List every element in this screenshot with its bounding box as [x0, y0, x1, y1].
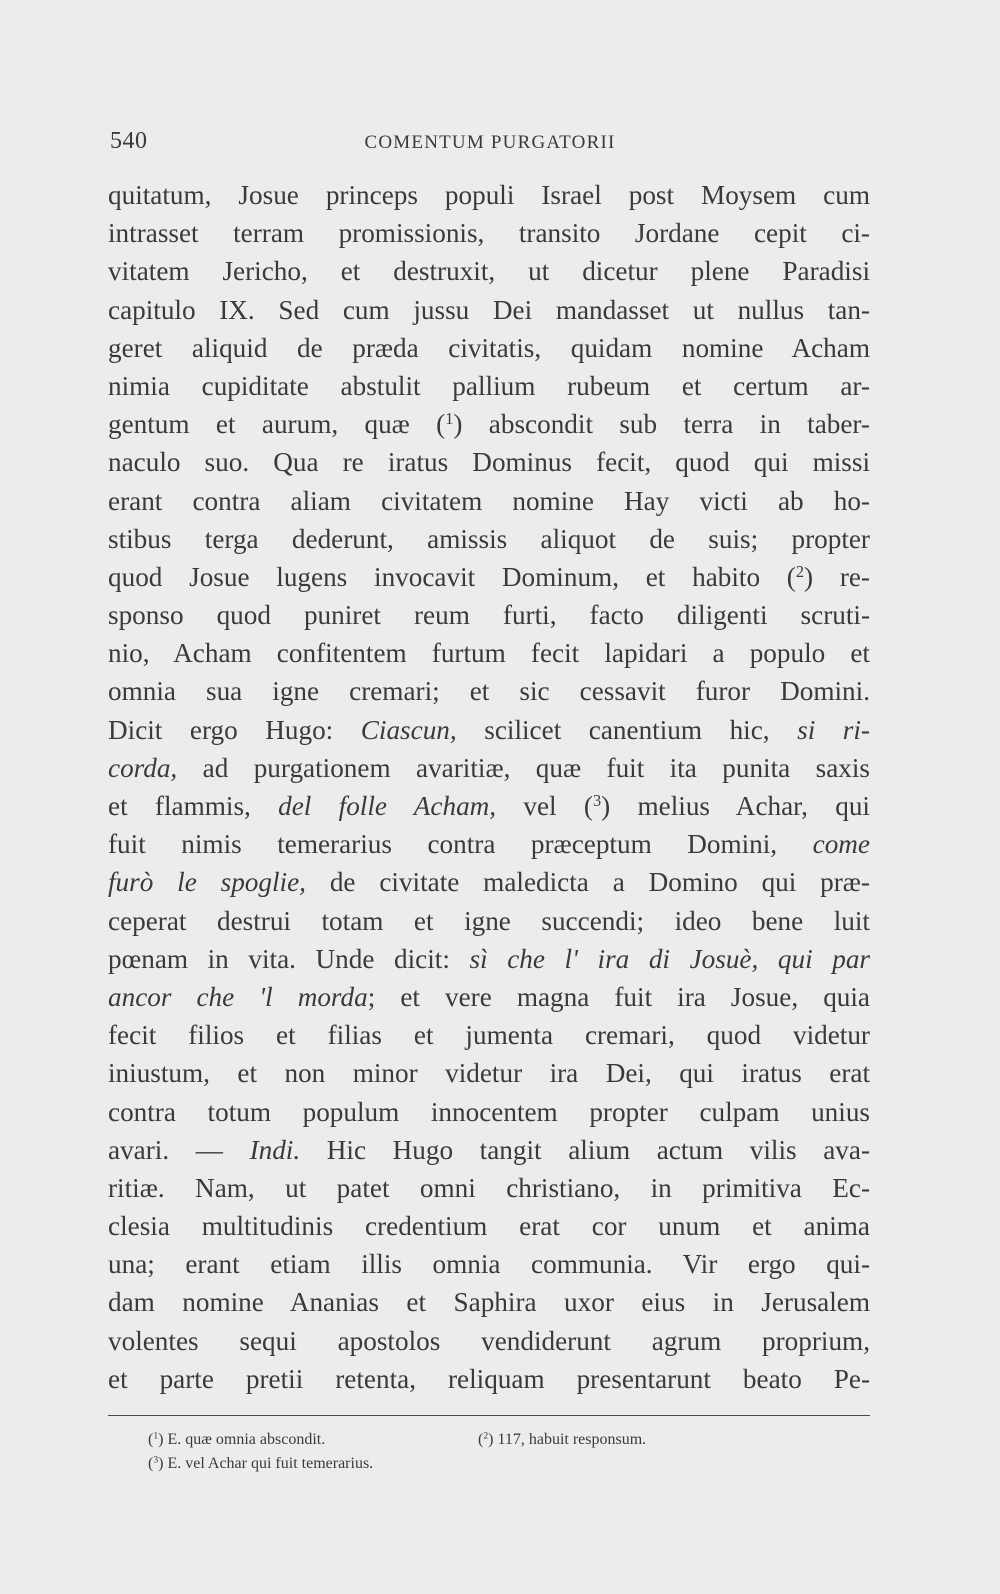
text-line: [108, 1054, 870, 1092]
text-segment: erant contra aliam civitatem nomine Hay victi ab ho-: [108, 485, 870, 516]
footnote-ref: 2: [795, 561, 805, 581]
italic-quote: Ciascun,: [360, 714, 457, 745]
text-segment: naculo suo. Qua re iratus Dominus fecit, quod qui missi: [108, 447, 870, 478]
text-line: [108, 443, 870, 481]
text-line: [108, 1283, 870, 1321]
text-line: [108, 787, 870, 825]
text-segment: Dicit ergo Hugo:: [108, 714, 361, 745]
text-segment: intrasset terram promissionis, transito Jordane cepit ci-: [108, 218, 870, 249]
text-segment: ) re-: [804, 561, 870, 592]
italic-quote: furò le spoglie,: [108, 867, 306, 898]
text-segment: fuit nimis temerarius contra præceptum Domini,: [108, 829, 813, 860]
footnote-1: ($^1$) E. quæ omnia abscondit.: [148, 1430, 326, 1448]
footnote-ref: 1: [445, 409, 454, 429]
text-segment: de civitate maledicta a Domino qui præ-: [305, 867, 870, 898]
italic-quote: corda,: [108, 752, 178, 783]
text-segment: quod Josue lugens invocavit Dominum, et habito (: [108, 561, 796, 592]
text-line: [108, 1093, 870, 1131]
italic-quote: come: [812, 829, 870, 860]
text-line: [108, 711, 870, 749]
text-line: [108, 558, 870, 596]
text-segment: vitatem Jericho, et destruxit, ut dicetur plene Paradisi: [108, 256, 870, 287]
text-segment: dam nomine Ananias et Saphira uxor eius in Jerusalem: [108, 1287, 870, 1318]
text-line: [108, 176, 870, 214]
text-line: [108, 825, 870, 863]
text-line: [108, 634, 870, 672]
text-segment: clesia multitudinis credentium erat cor unum et anima: [108, 1211, 870, 1242]
text-line: [108, 1016, 870, 1054]
text-segment: una; erant etiam illis omnia communia. Vir ergo qui-: [108, 1249, 870, 1280]
text-line: [108, 940, 870, 978]
text-line: [108, 1169, 870, 1207]
text-segment: contra totum populum innocentem propter culpam unius: [108, 1096, 870, 1127]
footnote-rule: [108, 1415, 870, 1416]
text-line: [108, 863, 870, 901]
footnote-row: [148, 1452, 788, 1476]
text-line: [108, 520, 870, 558]
text-line: [108, 329, 870, 367]
text-segment: capitulo IX. Sed cum jussu Dei mandasset ut nullus tan-: [108, 294, 870, 325]
text-line: [108, 978, 870, 1016]
footnote-3: ($^3$) E. vel Achar qui fuit temerarius.: [148, 1454, 374, 1472]
italic-quote: ancor che 'l morda: [108, 981, 368, 1012]
footnote-ref: 3: [592, 791, 602, 811]
page-number: 540: [110, 128, 148, 154]
text-segment: fecit filios et filias et jumenta cremari, quod videtur: [108, 1020, 870, 1051]
text-segment: avari. —: [108, 1134, 250, 1165]
page-header: [110, 128, 870, 164]
text-segment: iniustum, et non minor videtur ira Dei, qui iratus erat: [108, 1058, 870, 1089]
text-segment: Hic Hugo tangit alium actum vilis ava-: [300, 1134, 871, 1165]
footnote-row: [148, 1428, 788, 1452]
text-line: [108, 596, 870, 634]
text-segment: stibus terga dederunt, amissis aliquot de suis; propter: [108, 523, 870, 554]
text-segment: scilicet canentium hic,: [456, 714, 798, 745]
text-segment: vel (: [496, 791, 593, 821]
text-segment: pœnam in vita. Unde dicit:: [108, 943, 470, 974]
text-segment: quitatum, Josue princeps populi Israel post Moysem cum: [108, 180, 870, 210]
text-segment: ) abscondit sub terra in taber-: [453, 409, 870, 440]
text-segment: nimia cupiditate abstulit pallium rubeum et certum ar-: [108, 370, 870, 401]
text-segment: et parte pretii retenta, reliquam presentarunt beato Pe-: [108, 1363, 870, 1394]
text-segment: ceperat destrui totam et igne succendi; ideo bene luit: [108, 905, 870, 936]
text-line: [108, 482, 870, 520]
text-line: [108, 1360, 870, 1398]
text-line: [108, 749, 870, 787]
text-segment: geret aliquid de præda civitatis, quidam nomine Acham: [108, 332, 870, 363]
text-segment: omnia sua igne cremari; et sic cessavit furor Domini.: [108, 676, 870, 707]
text-line: [108, 1207, 870, 1245]
footnotes: [148, 1428, 788, 1476]
text-line: [108, 1245, 870, 1283]
text-line: [108, 214, 870, 252]
text-line: [108, 405, 870, 443]
italic-quote: Indi.: [249, 1134, 301, 1165]
text-line: [108, 291, 870, 329]
italic-quote: si ri-: [797, 714, 870, 745]
main-text: [108, 176, 870, 1398]
text-segment: ; et vere magna fuit ira Josue, quia: [367, 981, 871, 1012]
text-line: [108, 1131, 870, 1169]
italic-quote: sì che l' ira di Josuè, qui par: [469, 943, 870, 974]
running-title: COMENTUM PURGATORII: [364, 132, 616, 153]
text-line: [108, 252, 870, 290]
text-line: [108, 672, 870, 710]
footnote-2: ($^2$) 117, habuit responsum.: [478, 1430, 647, 1448]
text-segment: ad purgationem avaritiæ, quæ fuit ita punita saxis: [177, 752, 870, 783]
italic-quote: del folle Acham,: [278, 791, 497, 821]
text-segment: volentes sequi apostolos vendiderunt agrum proprium,: [108, 1325, 870, 1356]
text-segment: et flammis,: [108, 791, 279, 821]
text-line: [108, 1322, 870, 1360]
text-segment: gentum et aurum, quæ (: [108, 409, 446, 440]
text-segment: sponso quod puniret reum furti, facto diligenti scruti-: [108, 600, 870, 631]
text-segment: nio, Acham confitentem furtum fecit lapidari a populo et: [108, 638, 870, 669]
text-segment: ) melius Achar, qui: [601, 791, 870, 821]
text-line: [108, 367, 870, 405]
text-segment: ritiæ. Nam, ut patet omni christiano, in primitiva Ec-: [108, 1172, 870, 1203]
text-line: [108, 902, 870, 940]
